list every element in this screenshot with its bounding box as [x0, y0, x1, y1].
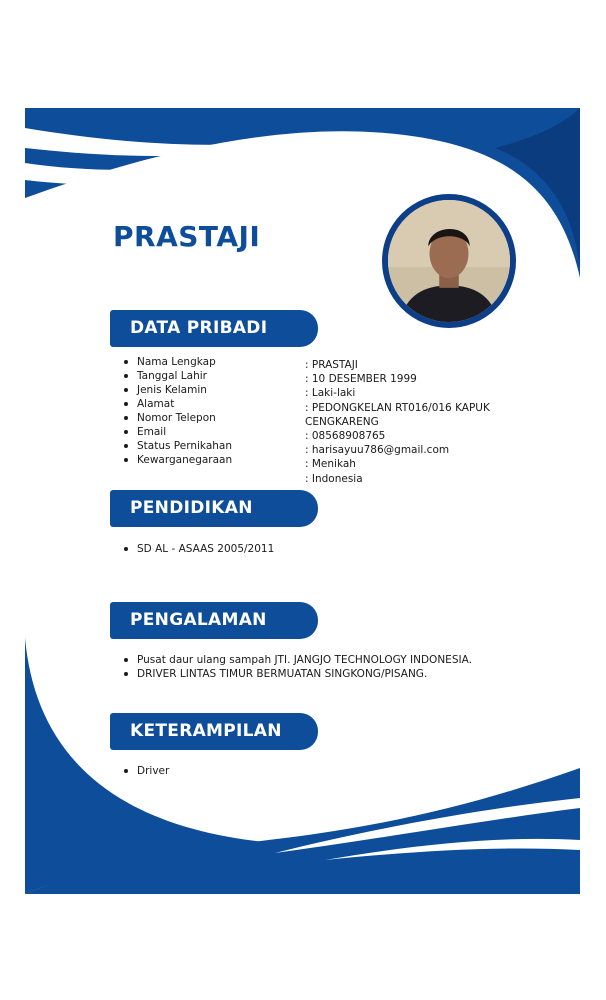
- list-item: Driver: [137, 765, 170, 777]
- list-item: Nama Lengkap: [137, 355, 232, 369]
- list-item: Nomor Telepon: [137, 411, 232, 425]
- personal-values-list: [305, 358, 515, 486]
- value-item: : 10 DESEMBER 1999: [305, 373, 417, 386]
- list-item: Status Pernikahan: [137, 440, 232, 452]
- profile-photo: [382, 194, 516, 328]
- list-item: Tanggal Lahir: [137, 369, 232, 383]
- candidate-name: PRASTAJI: [113, 220, 261, 253]
- list-item: Pusat daur ulang sampah JTI. JANGJO TECHNOLOGY INDONESIA.: [137, 654, 472, 666]
- list-item: Jenis Kelamin: [137, 383, 232, 397]
- list-item: Email: [137, 425, 232, 439]
- section-header-education: PENDIDIKAN: [110, 490, 318, 527]
- value-item: : harisayuu786@gmail.com: [305, 444, 450, 457]
- section-header-experience: PENGALAMAN: [110, 602, 318, 639]
- value-item: : PRASTAJI: [305, 359, 358, 371]
- value-item: : Indonesia: [305, 472, 363, 485]
- value-item: : Laki-laki: [305, 387, 356, 400]
- experience-list: [137, 653, 472, 681]
- list-item: DRIVER LINTAS TIMUR BERMUATAN SINGKONG/PISANG.: [137, 667, 472, 681]
- skills-list: [137, 764, 169, 778]
- value-item: : Menikah: [305, 458, 356, 471]
- education-list: [137, 542, 274, 556]
- value-item: : PEDONGKELAN RT016/016 KAPUK CENGKARENG: [305, 401, 490, 428]
- resume-page: [25, 108, 580, 894]
- list-item: SD AL - ASAAS 2005/2011: [137, 543, 275, 555]
- section-header-skills: KETERAMPILAN: [110, 713, 318, 750]
- person-avatar-icon: [388, 200, 510, 322]
- list-item: Alamat: [137, 397, 232, 411]
- personal-labels-list: [137, 355, 232, 467]
- section-header-personal: DATA PRIBADI: [110, 310, 318, 347]
- list-item: Kewarganegaraan: [137, 454, 233, 466]
- value-item: : 08568908765: [305, 430, 386, 443]
